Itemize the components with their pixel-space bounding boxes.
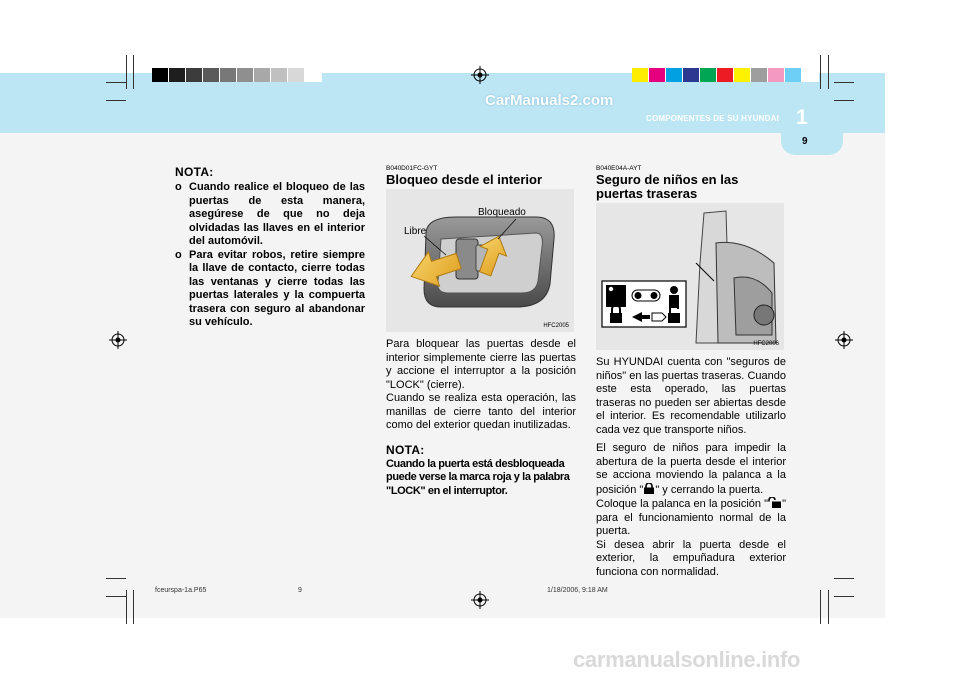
section-heading: Bloqueo desde el interior <box>386 172 543 187</box>
list-item <box>175 249 365 330</box>
door-handle-figure <box>386 189 574 332</box>
color-swatch <box>632 68 649 82</box>
section-code: B040D01FC-GYT <box>386 165 438 172</box>
nota-text: Cuando la puerta está desbloqueada puede verse la marca roja y la palabra "LOCK" en el interruptor. <box>386 457 570 497</box>
section-code: B040E04A-AYT <box>596 165 642 172</box>
gray-swatch <box>271 68 288 82</box>
paragraph-part: El seguro de niños para impedir la abertura de la puerta desde el interior se acciona moviendo la palanca a la posición " <box>596 442 786 496</box>
grayscale-calibration-bar <box>152 68 322 82</box>
gray-swatch <box>305 68 322 82</box>
gray-swatch <box>152 68 169 82</box>
color-swatch <box>717 68 734 82</box>
paragraph: Cuando se realiza esta operación, las manillas de cierre tanto del interior como del exterior quedan inutilizadas. <box>386 392 576 431</box>
bullet-text: Para evitar robos, retire siempre la llave de contacto, cierre todas las ventanas y cierre todas las puertas laterales y la compuerta trasera con seguro al abandonar su vehículo. <box>189 248 365 328</box>
registration-mark-icon <box>835 331 853 349</box>
color-swatch <box>683 68 700 82</box>
paragraph <box>596 442 786 497</box>
body-text <box>386 338 576 433</box>
lock-open-icon <box>768 497 782 508</box>
color-swatch <box>785 68 802 82</box>
page-number-tab <box>781 133 843 155</box>
figure-code: HFC2006 <box>753 341 779 347</box>
figure-code: HFC2005 <box>543 323 569 329</box>
gray-swatch <box>186 68 203 82</box>
footer-file: fceurspa-1a.P65 <box>155 587 207 594</box>
footer-page: 9 <box>298 587 302 594</box>
color-swatch <box>666 68 683 82</box>
color-swatch <box>734 68 751 82</box>
site-logo[interactable]: carmanualsonline.info <box>573 647 801 672</box>
paragraph <box>596 497 786 539</box>
column-child-lock <box>596 165 786 579</box>
color-swatch <box>649 68 666 82</box>
registration-mark-icon <box>471 66 489 84</box>
column-interior-lock <box>386 165 576 498</box>
section-title: COMPONENTES DE SU HYUNDAI <box>646 114 780 123</box>
footer-date: 1/18/2006, 9:18 AM <box>547 587 608 594</box>
paragraph-part: Coloque la palanca en la posición " <box>596 498 769 510</box>
gray-swatch <box>220 68 237 82</box>
bullet-mark: o <box>175 181 182 193</box>
paragraph: Su HYUNDAI cuenta con "seguros de niños" en las puertas traseras. Cuando este esta operado, las puertas traseras no pueden ser abiertas desde el interior. Es recomendable utilizarlo cada vez que transporte niños. <box>596 356 786 436</box>
child-lock-figure <box>596 203 784 350</box>
gray-swatch <box>169 68 186 82</box>
section-heading: Seguro de niños en las puertas traseras <box>596 172 739 201</box>
bullet-mark: o <box>175 248 182 261</box>
registration-mark-icon <box>471 591 489 609</box>
paragraph: Si desea abrir la puerta desde el exterior, la empuñadura exterior funciona con normalidad. <box>596 538 786 578</box>
page-number: 9 <box>802 136 808 147</box>
list-item <box>175 181 365 249</box>
paragraph-part: " y cerrando la puerta. <box>655 483 764 496</box>
column-notes <box>175 165 365 330</box>
paragraph: Para bloquear las puertas desde el interior simplemente cierre las puertas y accione el interruptor a la posición "LOCK" (cierre). <box>386 338 576 391</box>
watermark[interactable]: CarManuals2.com <box>485 92 614 109</box>
color-calibration-bar <box>632 68 819 82</box>
registration-mark-icon <box>109 331 127 349</box>
color-swatch <box>768 68 785 82</box>
paragraph-part: " para el funcionamiento normal de la puerta. <box>596 498 786 537</box>
color-swatch <box>751 68 768 82</box>
gray-swatch <box>237 68 254 82</box>
child-lock-illustration <box>596 203 784 350</box>
color-swatch <box>802 68 819 82</box>
gray-swatch <box>288 68 305 82</box>
body-text <box>596 356 786 579</box>
nota-heading: NOTA: <box>175 165 214 179</box>
gray-swatch <box>203 68 220 82</box>
color-swatch <box>700 68 717 82</box>
lock-closed-icon <box>643 483 655 494</box>
nota-heading: NOTA: <box>386 442 425 457</box>
gray-swatch <box>254 68 271 82</box>
label-locked: Bloqueado <box>478 207 526 218</box>
chapter-number: 1 <box>796 106 808 129</box>
label-free: Libre <box>404 226 427 237</box>
bullet-text: Cuando realice el bloqueo de las puertas de esta manera, asegúrese de que no deja olvidadas las llaves en el interior del automóvil. <box>189 181 365 247</box>
